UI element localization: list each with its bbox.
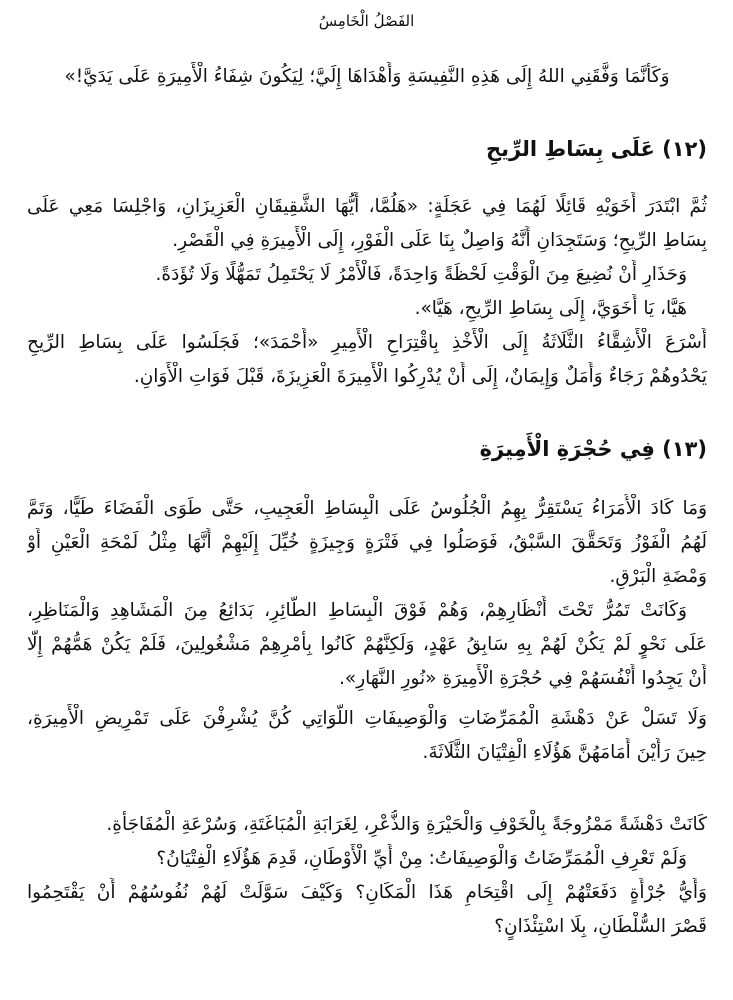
paragraph-line: أَنْ يَجِدُوا أَنْفُسَهُمْ فِي حُجْرَةِ الْأَمِيرَةِ «نُورِ النَّهَارِ». [339,668,707,689]
section-12-title: (١٢) عَلَى بِسَاطِ الرِّيحِ [485,137,707,161]
paragraph-line: وَأَيُّ جُرْأَةٍ دَفَعَتْهُمْ إِلَى اقْتِحَامِ هَذَا الْمَكَانِ؟ وَكَيْفَ سَوَّلَتْ لَهُمْ نُفُوسُهُمْ أَنْ يَقْتَحِمُوا [27,882,707,903]
paragraph-line: كَانَتْ دَهْشَةً مَمْزُوجَةً بِالْخَوْفِ وَالْحَيْرَةِ وَالذُّعْرِ، لِغَرَابَةِ الْمُبَاغَتَةِ، وَسُرْعَةِ الْمُفَاجَأَةِ. [106,814,707,835]
paragraph-line: حِينَ رَأَيْنَ أَمَامَهُنَّ هَؤُلَاءِ الْفِتْيَانَ الثَّلَاثَةَ. [422,742,707,763]
paragraph-line: هَيَّا، يَا أَخَوَيَّ، إِلَى بِسَاطِ الرِّيحِ، هَيَّا». [414,298,687,319]
paragraph-line: قَصْرَ السُّلْطَانِ، بِلَا اسْتِئْذَانٍ؟ [494,916,707,937]
paragraph-line: لَهُمُ الْفَوْزُ وَتَحَقَّقَ السَّبْقُ، فَوَصَلُوا فِي فَتْرَةٍ وَجِيزَةٍ خُيِّلَ إِلَيْهِمْ أَنَّهَا مِثْلُ لَمْحَةِ الْعَيْنِ أَوْ [27,532,707,553]
chapter-title: الفَصْلُ الْخَامِسُ [318,12,415,30]
paragraph-line: يَحْدُوهُمْ رَجَاءٌ وَأَمَلٌ وَإِيمَانٌ، إِلَى أَنْ يُدْرِكُوا الْأَمِيرَةَ الْعَزِيزَةَ، قَبْلَ فَوَاتِ الْأَوَانِ. [133,366,707,387]
paragraph-line: وَلَا تَسَلْ عَنْ دَهْشَةِ الْمُمَرِّضَاتِ وَالْوَصِيفَاتِ اللَّوَاتِي كُنَّ يُشْرِفْنَ عَلَى تَمْرِيضِ الْأَمِيرَةِ، [27,708,707,729]
paragraph-line: عَلَى نَحْوٍ لَمْ يَكُنْ لَهُمْ بِهِ سَابِقُ عَهْدٍ، وَلَكِنَّهُمْ كَانُوا بِأَمْرِهِمْ مَشْغُولِينَ، فَلَمْ يَكُنْ هَمُّهُمْ إِلَّا [27,634,707,655]
paragraph-line: ثُمَّ ابْتَدَرَ أَخَوَيْهِ قَائِلًا لَهُمَا فِي عَجَلَةٍ: «هَلُمَّا، أَيُّهَا الشَّقِيقَانِ الْعَزِيزَانِ، وَاجْلِسَا مَعِي عَلَى [27,196,707,217]
paragraph-line: وَكَانَتْ تَمُرُّ تَحْتَ أَنْظَارِهِمْ، وَهُمْ فَوْقَ الْبِسَاطِ الطَّائِرِ، بَدَائِعُ مِنَ الْمَشَاهِدِ وَالْمَنَاظِرِ، [27,600,687,621]
paragraph-line: وَلَمْ تَعْرِفِ الْمُمَرِّضَاتُ وَالْوَصِيفَاتُ: مِنْ أَيِّ الْأَوْطَانِ، قَدِمَ هَؤُلَاءِ الْفِتْيَانُ؟ [156,848,687,869]
paragraph-line: وَحَذَارِ أَنْ نُضِيعَ مِنَ الْوَقْتِ لَحْظَةً وَاحِدَةً، فَالْأَمْرُ لَا يَحْتَمِلُ تَمَهُّلًا وَلَا تُؤَدَةً. [155,264,687,285]
paragraph-line: بِسَاطِ الرِّيحِ؛ وَسَتَجِدَانِ أَنَّهُ وَاصِلٌ بِنَا عَلَى الْفَوْرِ، إِلَى الْأَمِيرَةِ فِي الْقَصْرِ. [172,230,707,251]
intro-line: وَكَأَنَّمَا وَفَّقَنِي اللهُ إِلَى هَذِهِ النَّفِيسَةِ وَأَهْدَاهَا إِلَيَّ؛ لِيَكُونَ شِفَاءُ الْأَمِيرَةِ عَلَى يَدَيَّ!» [64,66,670,87]
paragraph-line: أَسْرَعَ الْأَشِقَّاءُ الثَّلَاثَةُ إِلَى الْأَخْذِ بِاقْتِرَاحِ الْأَمِيرِ «أَحْمَدَ»؛ فَجَلَسُوا عَلَى بِسَاطِ الرِّيحِ [27,332,707,353]
section-13-title: (١٣) فِي حُجْرَةِ الْأَمِيرَةِ [479,437,707,461]
paragraph-line: وَمَا كَادَ الْأُمَرَاءُ يَسْتَقِرُّ بِهِمُ الْجُلُوسُ عَلَى الْبِسَاطِ الْعَجِيبِ، حَتَّى طَوَى الْفَضَاءَ طَيًّا، وَتَمَّ [27,498,707,519]
paragraph-line: وَمْضَةِ الْبَرْقِ. [609,566,707,587]
